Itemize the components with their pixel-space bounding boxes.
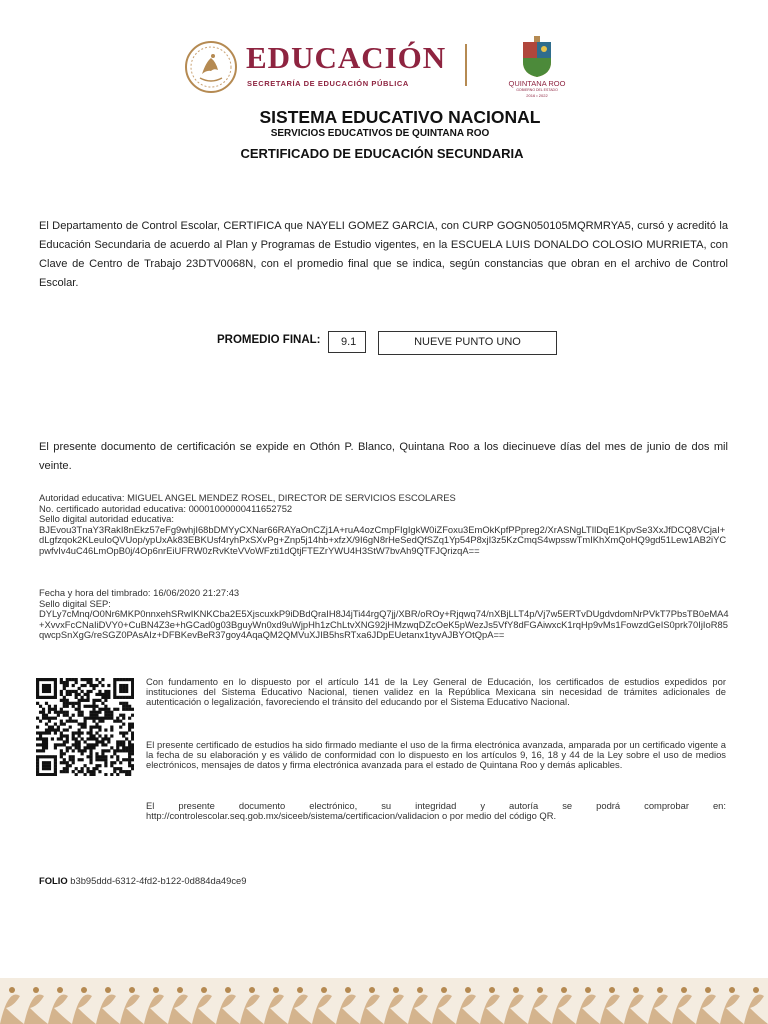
brand-title: EDUCACIÓN (246, 40, 447, 75)
authority-digital-seal: BJEvou3TnaY3RakI8nEkz57eFg9whjI68bDMYyCXNar66RAYaOnCZj1A+ruA4ozCmpFIgIgkW0iZFoxu3EmOkKpfPPpreg2/XrASNgLTIlDqE1KpvSe3XxJfDCQ8VCjaI+dLgfzqok2KLeuIoQVUop/ypUxAk83EBKUsf4ryhPxSXvPg+Znp5j14hb+xfzX/9I6gN8rHeSedQfSZq1Yp54P8xjI3z5KzCmqS4wpsswTmIKhXmQoHQ9gd51Lew1AB2iYCpwfvIv4uC46LmOpB0j/4Op6nrEiUFRW0zRvKteVVoWFzti1dQtjFTEZrYWU4H3StW7bvAh9QTFJQrizqA== (39, 523, 727, 556)
qr-code-icon[interactable] (36, 678, 134, 776)
services-subtitle: SERVICIOS EDUCATIVOS DE QUINTANA ROO (270, 128, 490, 139)
quintana-roo-shield-icon (520, 36, 554, 78)
legal-paragraph-signature: El presente certificado de estudios ha sido firmado mediante el uso de la firma electrónica avanzada, amparada por un certificado vigente a la fecha de su elaboración y es válido de conformidad con lo dispuesto en los artículos 9, 16, 18 y 44 de la Ley sobre el uso de medios electrónicos, mensajes de datos y firma electrónica avanzada para el estado de Quintana Roo y demás aplicables. (146, 739, 726, 770)
authority-name: Autoridad educativa: MIGUEL ANGEL MENDEZ ROSEL, DIRECTOR DE SERVICIOS ESCOLARES (39, 492, 456, 503)
brand-subtitle: SECRETARÍA DE EDUCACIÓN PÚBLICA (247, 79, 409, 88)
certification-paragraph: El Departamento de Control Escolar, CERTIFICA que NAYELI GOMEZ GARCIA, con CURP GOGN050105MQRMRYA5, cursó y acreditó la Educación Secundaria de acuerdo al Plan y Programas de Estudio vigentes, en la ESCUELA LUIS DONALDO COLOSIO MURRIETA, con Clave de Centro de Trabajo 23DTV0068N, con el promedio final que se indica, según constancias que obran en el archivo de Control Escolar. (39, 220, 728, 289)
system-title: SISTEMA EDUCATIVO NACIONAL (259, 107, 541, 127)
mexican-eagle-seal-icon (184, 40, 238, 94)
sep-signature-block (39, 588, 729, 641)
promedio-text-box: NUEVE PUNTO UNO (378, 331, 557, 355)
promedio-label: PROMEDIO FINAL: (217, 334, 321, 346)
decorative-greca-pattern (0, 978, 768, 1024)
legal-paragraph-validity: Con fundamento en lo dispuesto por el artículo 141 de la Ley General de Educación, los certificados de estudios expedidos por instituciones del Sistema Educativo Nacional, tienen validez en la República Mexicana sin necesidad de trámites adicionales de autenticación o legalización, favoreciendo el tránsito del educando por el Sistema Educativo Nacional. (146, 676, 726, 707)
header-divider (465, 44, 467, 86)
legal-paragraph-verification: El presente documento electrónico, su integridad y autoría se podrá comprobar en: http://controlescolar.seq.gob.mx/siceeb/sistema/certificacion/validacion o por medio del código QR. (146, 800, 726, 821)
folio-label: FOLIO (39, 875, 68, 886)
folio (39, 875, 246, 886)
timbrado-date: Fecha y hora del timbrado: 16/06/2020 21:27:43 (39, 587, 240, 598)
sep-digital-seal: DYLy7cMnq/O0Nr6MKP0nnxehSRwIKNKCba2E5XjscuxkP9iDBdQraIH8J4jTi44rgQ7jj/XBR/oROy+Rjqwq74/nXBjLLT4p/Vj7w5ERTvDUgdvdomNrPVkT7PbsTB0eMA4+XvvxFcCNaIiDVY0+CuBN4Z3e+hGCad0g03BguyWn0xd9uWjpHh1zChLtvXNG92jHMzwqDZcOeK5pWezJs5VfY8dFGAiwxcK1rqHp9vMs1FowzdGeIS0prk70IjIoR85qwcpSnXgG/reSGZ0PAsAIz+DFBKevBeR37goy4AqaQM2QMVuXJIB5hsRTxa6JDpEUetanx1tyvAJBYOtQpA== (39, 608, 729, 640)
state-name: QUINTANA ROO (508, 79, 566, 88)
sep-seal-label: Sello digital SEP: (39, 597, 111, 609)
state-years: 2016 • 2022 (526, 93, 548, 98)
certificate-title: CERTIFICADO DE EDUCACIÓN SECUNDARIA (240, 146, 524, 161)
promedio-value-box: 9.1 (328, 331, 366, 353)
authority-cert-number: No. certificado autoridad educativa: 00001000000411652752 (39, 502, 293, 514)
issued-paragraph: El presente documento de certificación se expide en Othón P. Blanco, Quintana Roo a los diecinueve días del mes de junio de dos mil veinte. (39, 441, 728, 472)
folio-value: b3b95ddd-6312-4fd2-b122-0d884da49ce9 (70, 875, 247, 886)
authority-signature-block (39, 493, 729, 556)
authority-seal-label: Sello digital autoridad educativa: (39, 513, 174, 524)
state-motto: GOBIERNO DEL ESTADO (516, 88, 558, 92)
